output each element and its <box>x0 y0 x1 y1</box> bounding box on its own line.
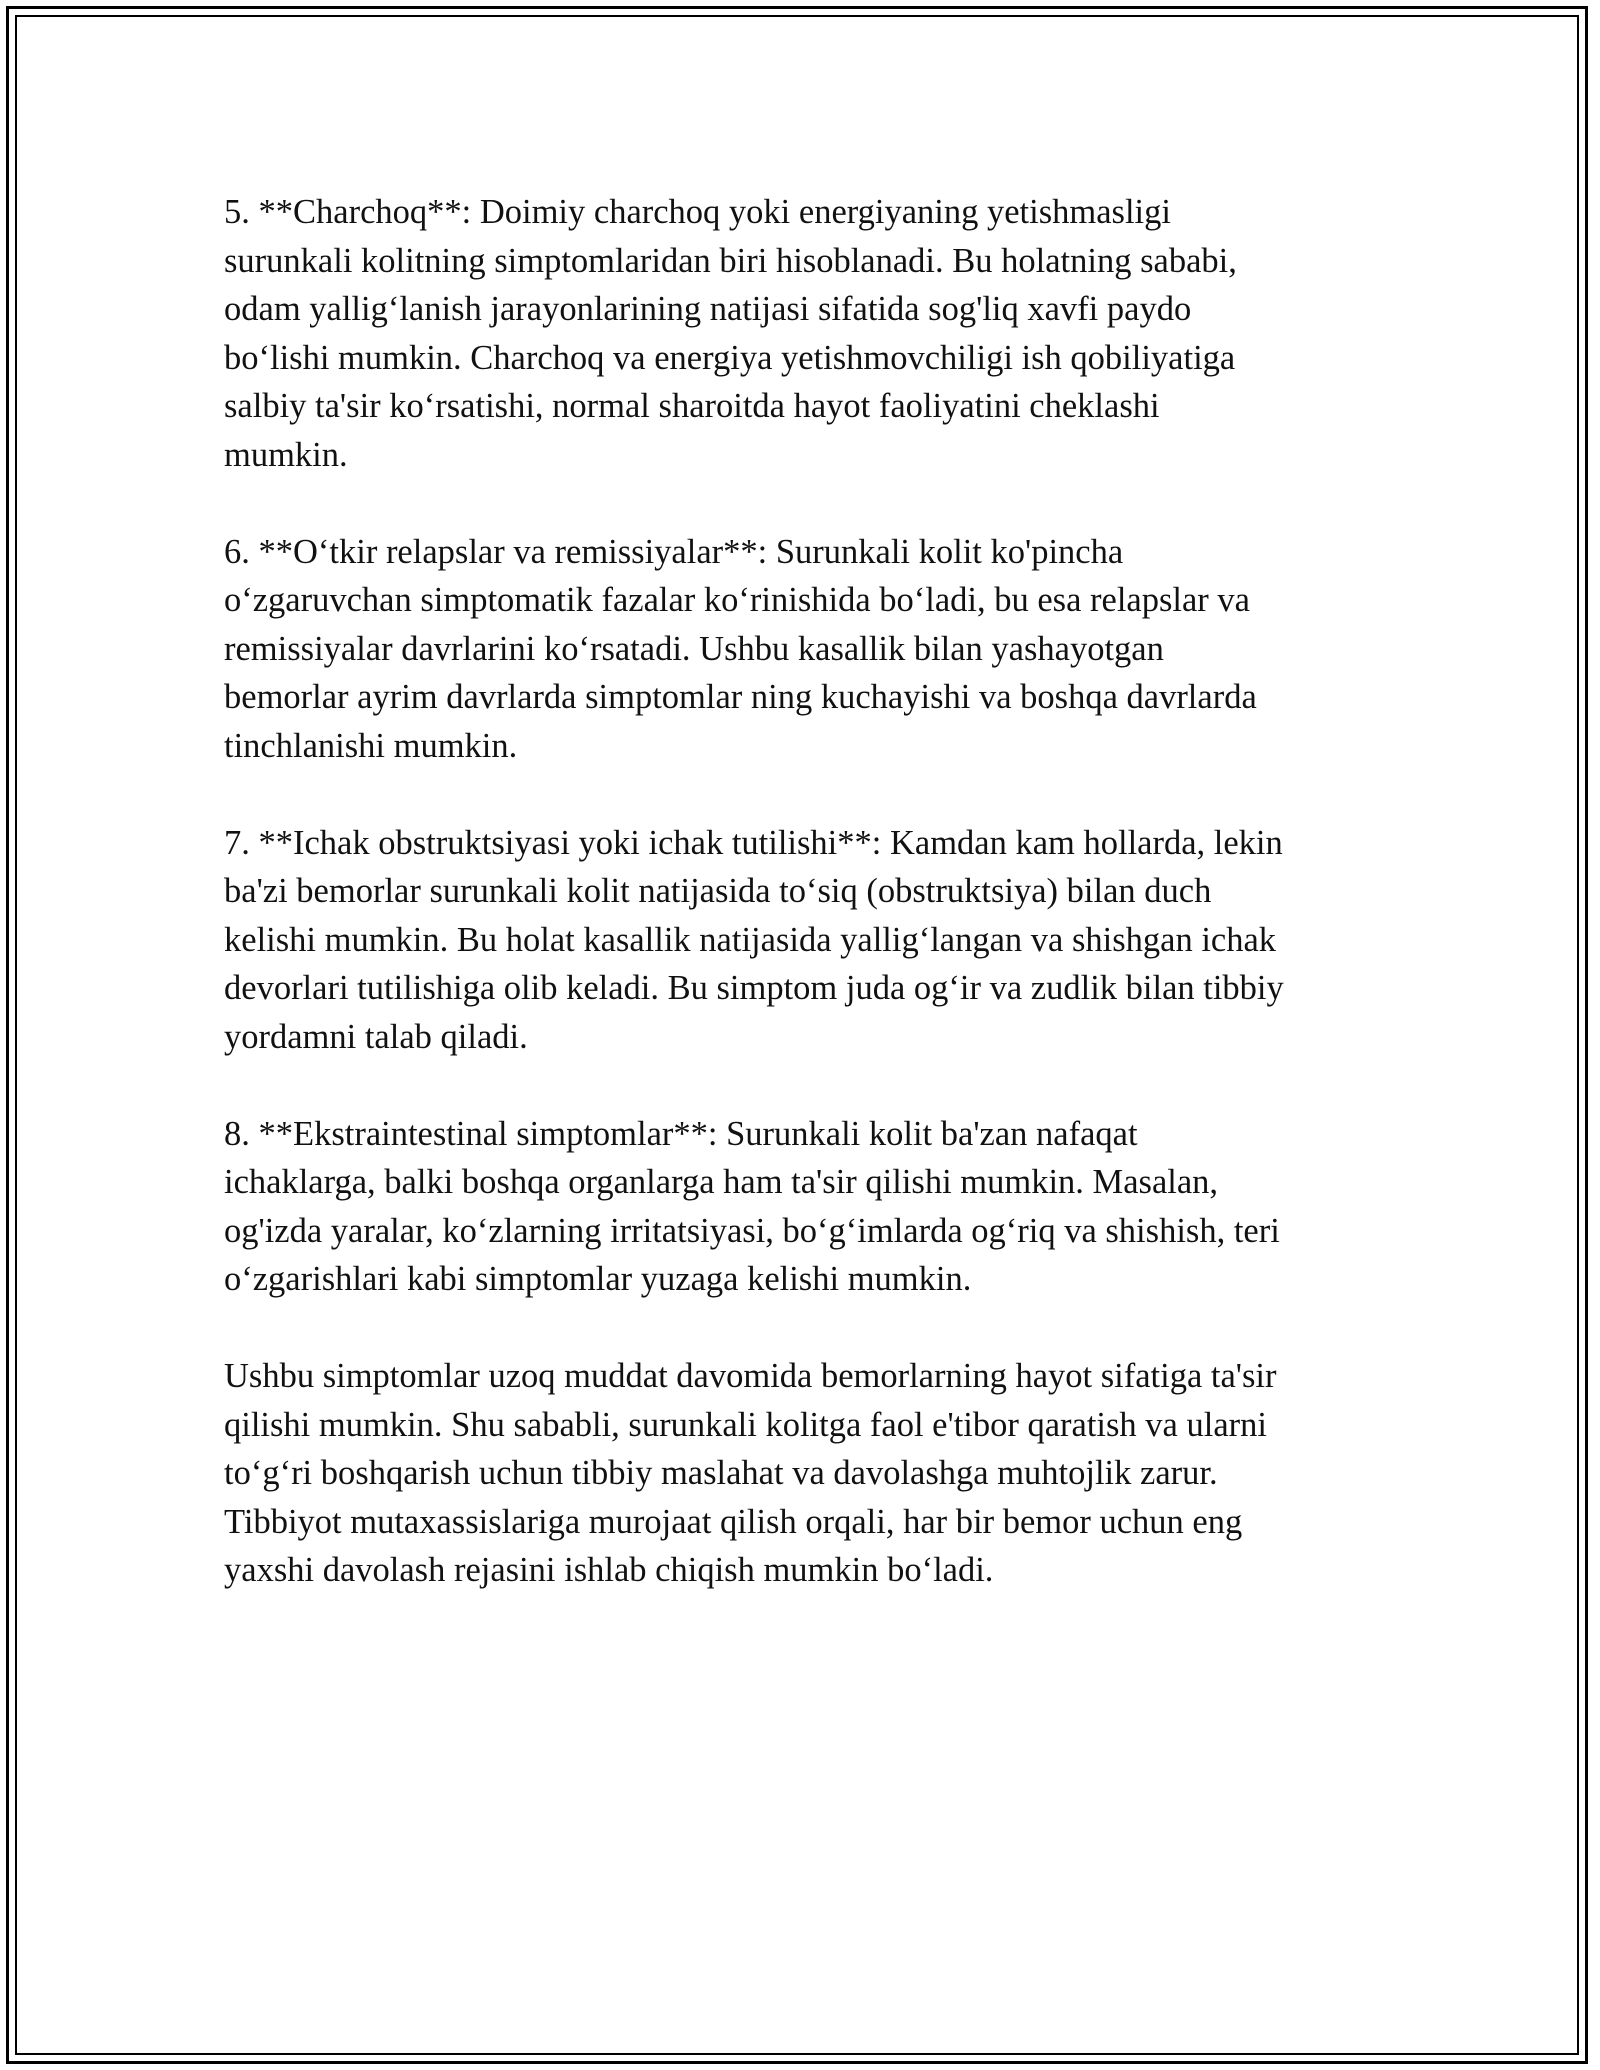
text-line: 5. **Charchoq**: Doimiy charchoq yoki energiyaning yetishmasligi <box>224 193 1171 231</box>
text-line: remissiyalar davrlarini ko‘rsatadi. Ushbu kasallik bilan yashayotgan <box>224 629 1164 668</box>
text-line: o‘zgaruvchan simptomatik fazalar ko‘rinishida bo‘ladi, bu esa relapslar va <box>224 581 1250 619</box>
text-line: 8. **Ekstraintestinal simptomlar**: Surunkali kolit ba'zan nafaqat <box>224 1114 1138 1153</box>
paragraph-ichak-obstruktsiyasi <box>224 819 1424 1062</box>
text-line: 7. **Ichak obstruktsiyasi yoki ichak tutilishi**: Kamdan kam hollarda, lekin <box>224 823 1283 862</box>
text-line: Ushbu simptomlar uzoq muddat davomida bemorlarning hayot sifatiga ta'sir <box>224 1357 1277 1395</box>
text-line: qilishi mumkin. Shu sababli, surunkali kolitga faol e'tibor qaratish va ularni <box>224 1405 1267 1444</box>
text-line: surunkali kolitning simptomlaridan biri hisoblanadi. Bu holatning sababi, <box>224 241 1237 280</box>
text-line: tinchlanishi mumkin. <box>224 726 518 765</box>
text-line: yordamni talab qiladi. <box>224 1017 528 1056</box>
text-line: bo‘lishi mumkin. Charchoq va energiya yetishmovchiligi ish qobiliyatiga <box>224 338 1236 377</box>
text-line: yaxshi davolash rejasini ishlab chiqish mumkin bo‘ladi. <box>224 1551 994 1589</box>
text-line: o‘zgarishlari kabi simptomlar yuzaga kelishi mumkin. <box>224 1260 972 1298</box>
text-line: devorlari tutilishiga olib keladi. Bu simptom juda og‘ir va zudlik bilan tibbiy <box>224 969 1284 1007</box>
text-line: salbiy ta'sir ko‘rsatishi, normal sharoitda hayot faoliyatini cheklashi <box>224 387 1160 425</box>
text-line: mumkin. <box>224 435 348 474</box>
paragraph-charchoq <box>224 188 1424 479</box>
text-line: ichaklarga, balki boshqa organlarga ham ta'sir qilishi mumkin. Masalan, <box>224 1163 1219 1201</box>
document-body <box>224 188 1424 1643</box>
paragraph-ekstraintestinal <box>224 1110 1424 1304</box>
text-line: to‘g‘ri boshqarish uchun tibbiy maslahat va davolashga muhtojlik zarur. <box>224 1454 1218 1492</box>
text-line: Tibbiyot mutaxassislariga murojaat qilish orqali, har bir bemor uchun eng <box>224 1502 1243 1541</box>
text-line: kelishi mumkin. Bu holat kasallik natijasida yallig‘langan va shishgan ichak <box>224 920 1277 959</box>
paragraph-conclusion <box>224 1352 1424 1595</box>
text-line: 6. **O‘tkir relapslar va remissiyalar**: Surunkali kolit ko'pincha <box>224 532 1124 571</box>
text-line: bemorlar ayrim davrlarda simptomlar ning kuchayishi va boshqa davrlarda <box>224 678 1257 716</box>
paragraph-relapslar <box>224 528 1424 771</box>
text-line: og'izda yaralar, ko‘zlarning irritatsiyasi, bo‘g‘imlarda og‘riq va shishish, teri <box>224 1211 1280 1250</box>
text-line: odam yallig‘lanish jarayonlarining natijasi sifatida sog'liq xavfi paydo <box>224 290 1192 328</box>
text-line: ba'zi bemorlar surunkali kolit natijasida to‘siq (obstruktsiya) bilan duch <box>224 872 1212 910</box>
